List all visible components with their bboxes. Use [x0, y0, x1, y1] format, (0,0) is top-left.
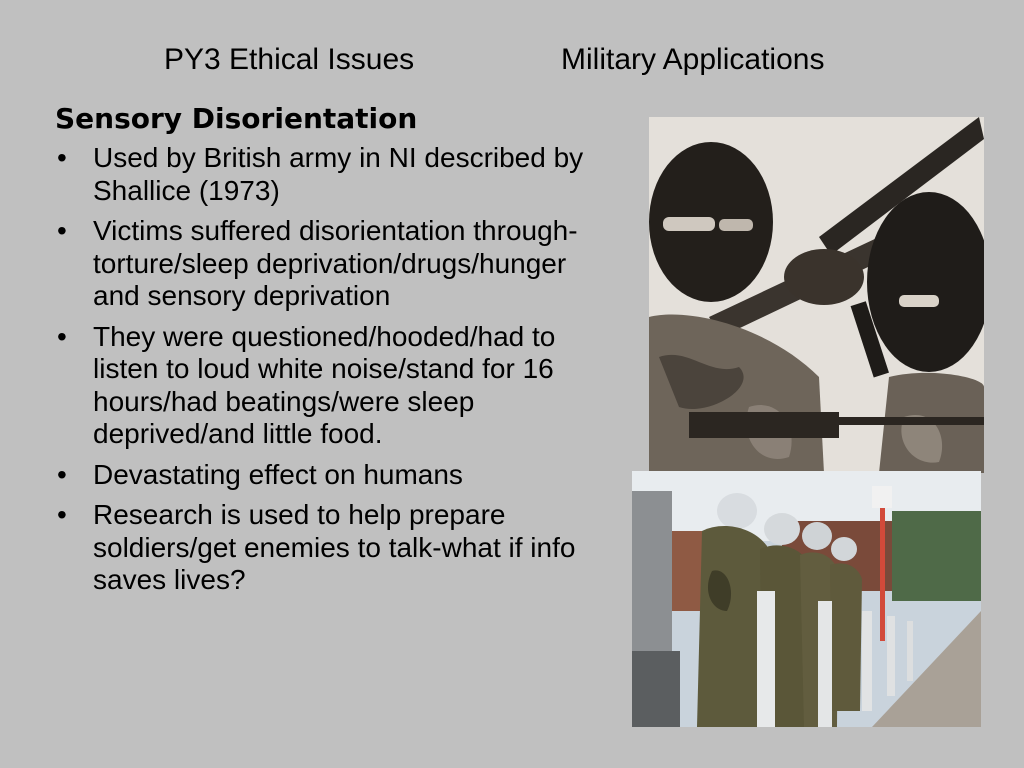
- bullet-marker: •: [57, 142, 67, 173]
- riot-soldiers-photo-art: [632, 471, 981, 727]
- bullet-marker: •: [57, 215, 67, 246]
- slide-title-left: PY3 Ethical Issues: [164, 43, 415, 76]
- bullet-marker: •: [57, 499, 67, 530]
- bullet-text: Devastating effect on humans: [93, 458, 463, 490]
- bullet-item: [55, 499, 595, 597]
- hooded-gunmen-photo-art: [649, 117, 984, 473]
- bullet-item: [55, 459, 595, 492]
- bullet-item: [55, 142, 595, 207]
- bullet-marker: •: [57, 458, 67, 490]
- section-heading: Sensory Disorientation: [55, 102, 418, 135]
- riot-soldiers-photo: [632, 471, 981, 727]
- slide-body: [55, 100, 595, 597]
- bullet-list: [55, 142, 595, 597]
- hooded-gunmen-photo: [649, 117, 984, 473]
- bullet-text: Used by British army in NI described by Shallice (1973): [93, 142, 584, 206]
- bullet-text: They were questioned/hooded/had to listen to loud white noise/stand for 16 hours/had beatings/were sleep deprived/and little food.: [93, 320, 556, 449]
- bullet-item: [55, 321, 595, 451]
- bullet-text: Victims suffered disorientation through-torture/sleep deprivation/drugs/hunger and sensory deprivation: [93, 215, 578, 311]
- bullet-text: Research is used to help prepare soldiers/get enemies to talk-what if info saves lives?: [93, 499, 576, 595]
- slide-title-right: Military Applications: [561, 43, 825, 76]
- bullet-item: [55, 215, 595, 313]
- bullet-marker: •: [57, 320, 67, 352]
